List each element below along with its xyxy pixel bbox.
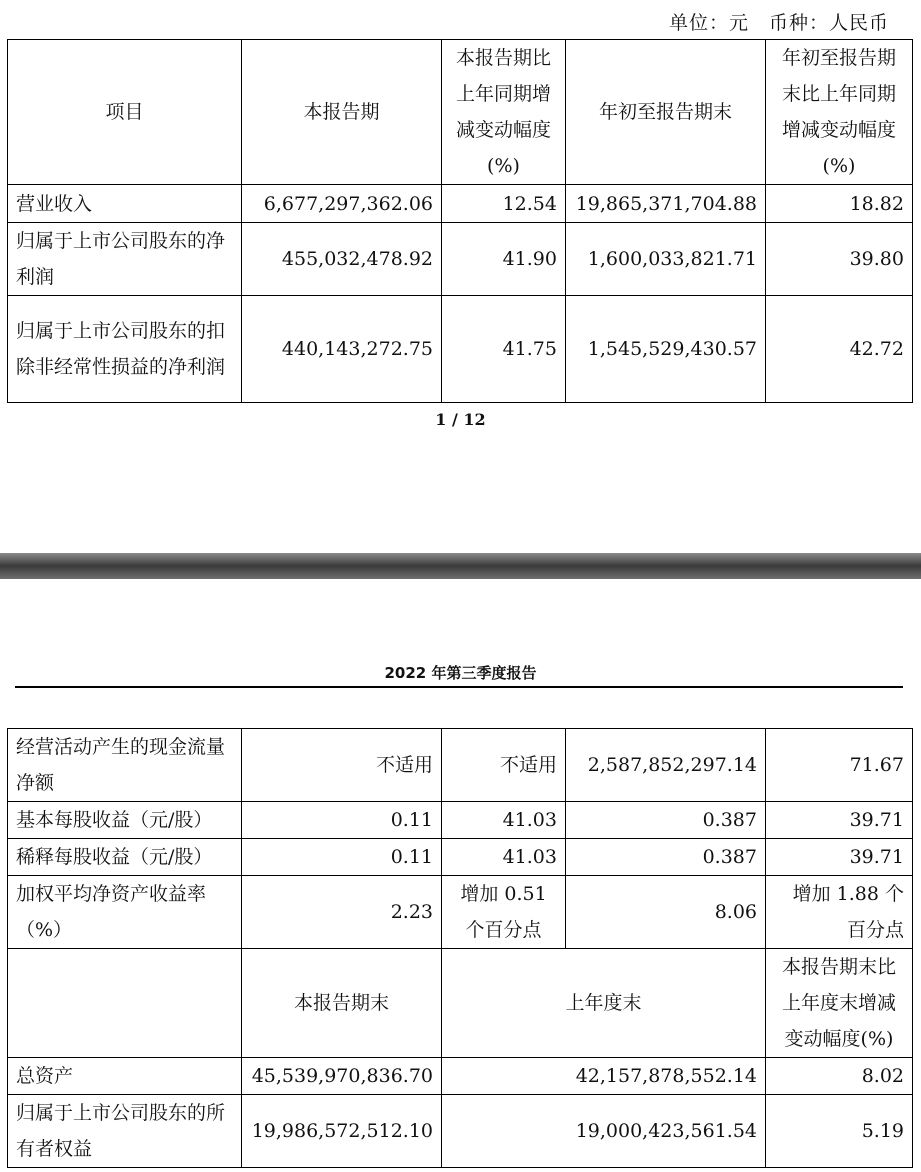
row-label: 基本每股收益（元/股）: [8, 802, 242, 839]
cell-value: 41.90: [442, 223, 566, 296]
cell-value: 8.02: [766, 1058, 913, 1095]
cell-value: 5.19: [766, 1095, 913, 1168]
header-ytd-change: 年初至报告期末比上年同期增减变动幅度(%): [766, 40, 913, 185]
row-label: 稀释每股收益（元/股）: [8, 839, 242, 876]
row-label: 总资产: [8, 1058, 242, 1095]
table-row: [8, 185, 913, 223]
table-row: [8, 802, 913, 839]
cell-value: 0.11: [242, 802, 442, 839]
table-subheader-row: [8, 949, 913, 1058]
cell-value: 0.11: [242, 839, 442, 876]
cell-value: 0.387: [566, 802, 766, 839]
financial-table-bottom: [7, 728, 913, 1168]
unit-label: 单位：元 币种：人民币: [668, 12, 889, 34]
table-row: [8, 839, 913, 876]
cell-value: 19,986,572,512.10: [242, 1095, 442, 1168]
page-header-title: 2022 年第三季度报告: [384, 664, 537, 682]
cell-value: 41.03: [442, 802, 566, 839]
cell-value: 19,000,423,561.54: [442, 1095, 766, 1168]
header-rule: [15, 686, 903, 688]
cell-value: 41.03: [442, 839, 566, 876]
row-label: 加权平均净资产收益率（%）: [8, 876, 242, 949]
header-ytd: 年初至报告期末: [566, 40, 766, 185]
table-row: [8, 1095, 913, 1168]
cell-value: 19,865,371,704.88: [566, 185, 766, 223]
row-label: 归属于上市公司股东的所有者权益: [8, 1095, 242, 1168]
subheader-period-end: 本报告期末: [242, 949, 442, 1058]
cell-value: 6,677,297,362.06: [242, 185, 442, 223]
cell-value: 455,032,478.92: [242, 223, 442, 296]
cell-value: 12.54: [442, 185, 566, 223]
table-row: [8, 223, 913, 296]
cell-value: 18.82: [766, 185, 913, 223]
cell-value: 不适用: [242, 729, 442, 802]
cell-value: 增加 1.88 个百分点: [766, 876, 913, 949]
cell-value: 1,545,529,430.57: [566, 296, 766, 403]
table-row: [8, 1058, 913, 1095]
cell-value: 440,143,272.75: [242, 296, 442, 403]
subheader-blank: [8, 949, 242, 1058]
table-header-row: [8, 40, 913, 185]
page-number: 1 / 12: [435, 410, 486, 429]
table-row: [8, 296, 913, 403]
cell-value: 42,157,878,552.14: [442, 1058, 766, 1095]
cell-value: 2,587,852,297.14: [566, 729, 766, 802]
row-label: 归属于上市公司股东的净利润: [8, 223, 242, 296]
financial-table-top: [7, 39, 913, 403]
cell-value: 增加 0.51 个百分点: [442, 876, 566, 949]
cell-value: 1,600,033,821.71: [566, 223, 766, 296]
page-separator: [0, 553, 921, 579]
table-row: [8, 729, 913, 802]
header-item: 项目: [8, 40, 242, 185]
header-current-period: 本报告期: [242, 40, 442, 185]
row-label: 营业收入: [8, 185, 242, 223]
cell-value: 8.06: [566, 876, 766, 949]
cell-value: 0.387: [566, 839, 766, 876]
table-row: [8, 876, 913, 949]
cell-value: 71.67: [766, 729, 913, 802]
cell-value: 2.23: [242, 876, 442, 949]
header-current-change: 本报告期比上年同期增减变动幅度(%): [442, 40, 566, 185]
cell-value: 45,539,970,836.70: [242, 1058, 442, 1095]
cell-value: 39.71: [766, 802, 913, 839]
cell-value: 39.71: [766, 839, 913, 876]
cell-value: 42.72: [766, 296, 913, 403]
row-label: 归属于上市公司股东的扣除非经常性损益的净利润: [8, 296, 242, 403]
cell-value: 41.75: [442, 296, 566, 403]
cell-value: 39.80: [766, 223, 913, 296]
subheader-change: 本报告期末比上年度末增减变动幅度(%): [766, 949, 913, 1058]
row-label: 经营活动产生的现金流量净额: [8, 729, 242, 802]
cell-value: 不适用: [442, 729, 566, 802]
subheader-prior-year-end: 上年度末: [442, 949, 766, 1058]
